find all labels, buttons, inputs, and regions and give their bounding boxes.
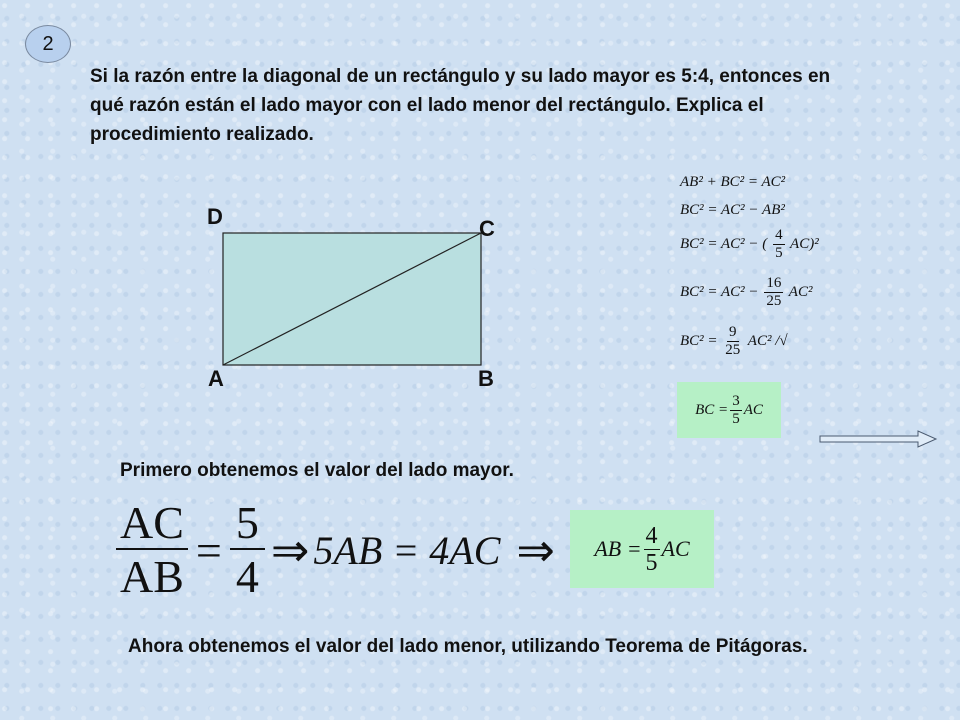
derivation-line-3-fraction [773,228,785,261]
vertex-d-label: D [207,204,223,229]
ratio-den-ab: AB [120,551,184,602]
derivation-line-4-left: BC² = AC² − [680,283,759,300]
ratio-den-4: 4 [235,551,259,602]
derivation-result-den: 5 [732,410,740,427]
derivation-line-3 [680,228,819,261]
derivation-result-num: 3 [732,392,740,409]
derivation-line-2: BC² = AC² − AB² [680,202,785,218]
implies-arrow-1: ⇒ [270,525,310,576]
derivation-line-4-num: 16 [766,275,782,291]
derivation-line-3-num: 4 [775,227,783,243]
vertex-c-label: C [479,216,495,241]
derivation-result-box [677,382,781,438]
derivation-line-5-left: BC² = [680,332,718,349]
ratio-num-ac: AC [116,500,188,550]
derivation-line-5-right: AC² /√ [747,332,788,349]
lado-mayor-result-num: 4 [645,522,658,549]
derivation-result-fraction [730,394,742,427]
problem-statement: Si la razón entre la diagonal de un rectángulo y su lado mayor es 5:4, entonces en qué razón están el lado mayor con el lado menor del rectángulo. Explica el procedimiento realizado. [90,66,831,145]
ratio-num-5: 5 [230,500,265,550]
derivation-line-5-den: 25 [725,342,741,358]
ratio-equation [114,497,565,602]
vertex-a-label: A [208,366,224,391]
step-2-text: Ahora obtenemos el valor del lado menor, utilizando Teorema de Pitágoras. [128,636,808,657]
derivation-line-5-num: 9 [729,324,737,340]
equation-middle: 5AB = 4AC [313,527,501,573]
slide-number-badge [25,25,71,63]
derivation-line-5 [680,325,788,358]
derivation-line-3-left: BC² = AC² − ( [680,235,768,252]
derivation-line-4-fraction [764,276,783,309]
step-1-text: Primero obtenemos el valor del lado mayor. [120,460,514,481]
lado-mayor-result-den: 5 [645,549,658,576]
slide-number: 2 [42,32,54,55]
lado-mayor-result-right: AC [661,536,690,561]
derivation-line-3-den: 5 [775,245,783,261]
rectangle-diagram [200,200,520,400]
vertex-b-label: B [478,366,494,391]
derivation-line-1: AB² + BC² = AC² [680,174,786,190]
equals-sign: = [195,524,222,576]
derivation-line-5-fraction [723,325,742,358]
implies-arrow-2: ⇒ [516,525,555,576]
derivation-line-4-right: AC² [788,283,813,300]
right-arrow-icon [818,428,940,450]
ratio-fraction-5-4 [230,497,265,602]
lado-mayor-result-fraction [644,524,660,575]
lado-mayor-result-left: AB = [594,536,642,561]
ratio-fraction-ac-ab [116,497,188,602]
derivation-line-4-den: 25 [766,293,782,309]
derivation-result-right: AC [743,401,763,418]
derivation-line-4 [680,276,812,309]
derivation-result-left: BC = [695,401,729,418]
derivation-line-3-right: AC)² [790,235,819,252]
lado-mayor-result-box [570,510,714,588]
